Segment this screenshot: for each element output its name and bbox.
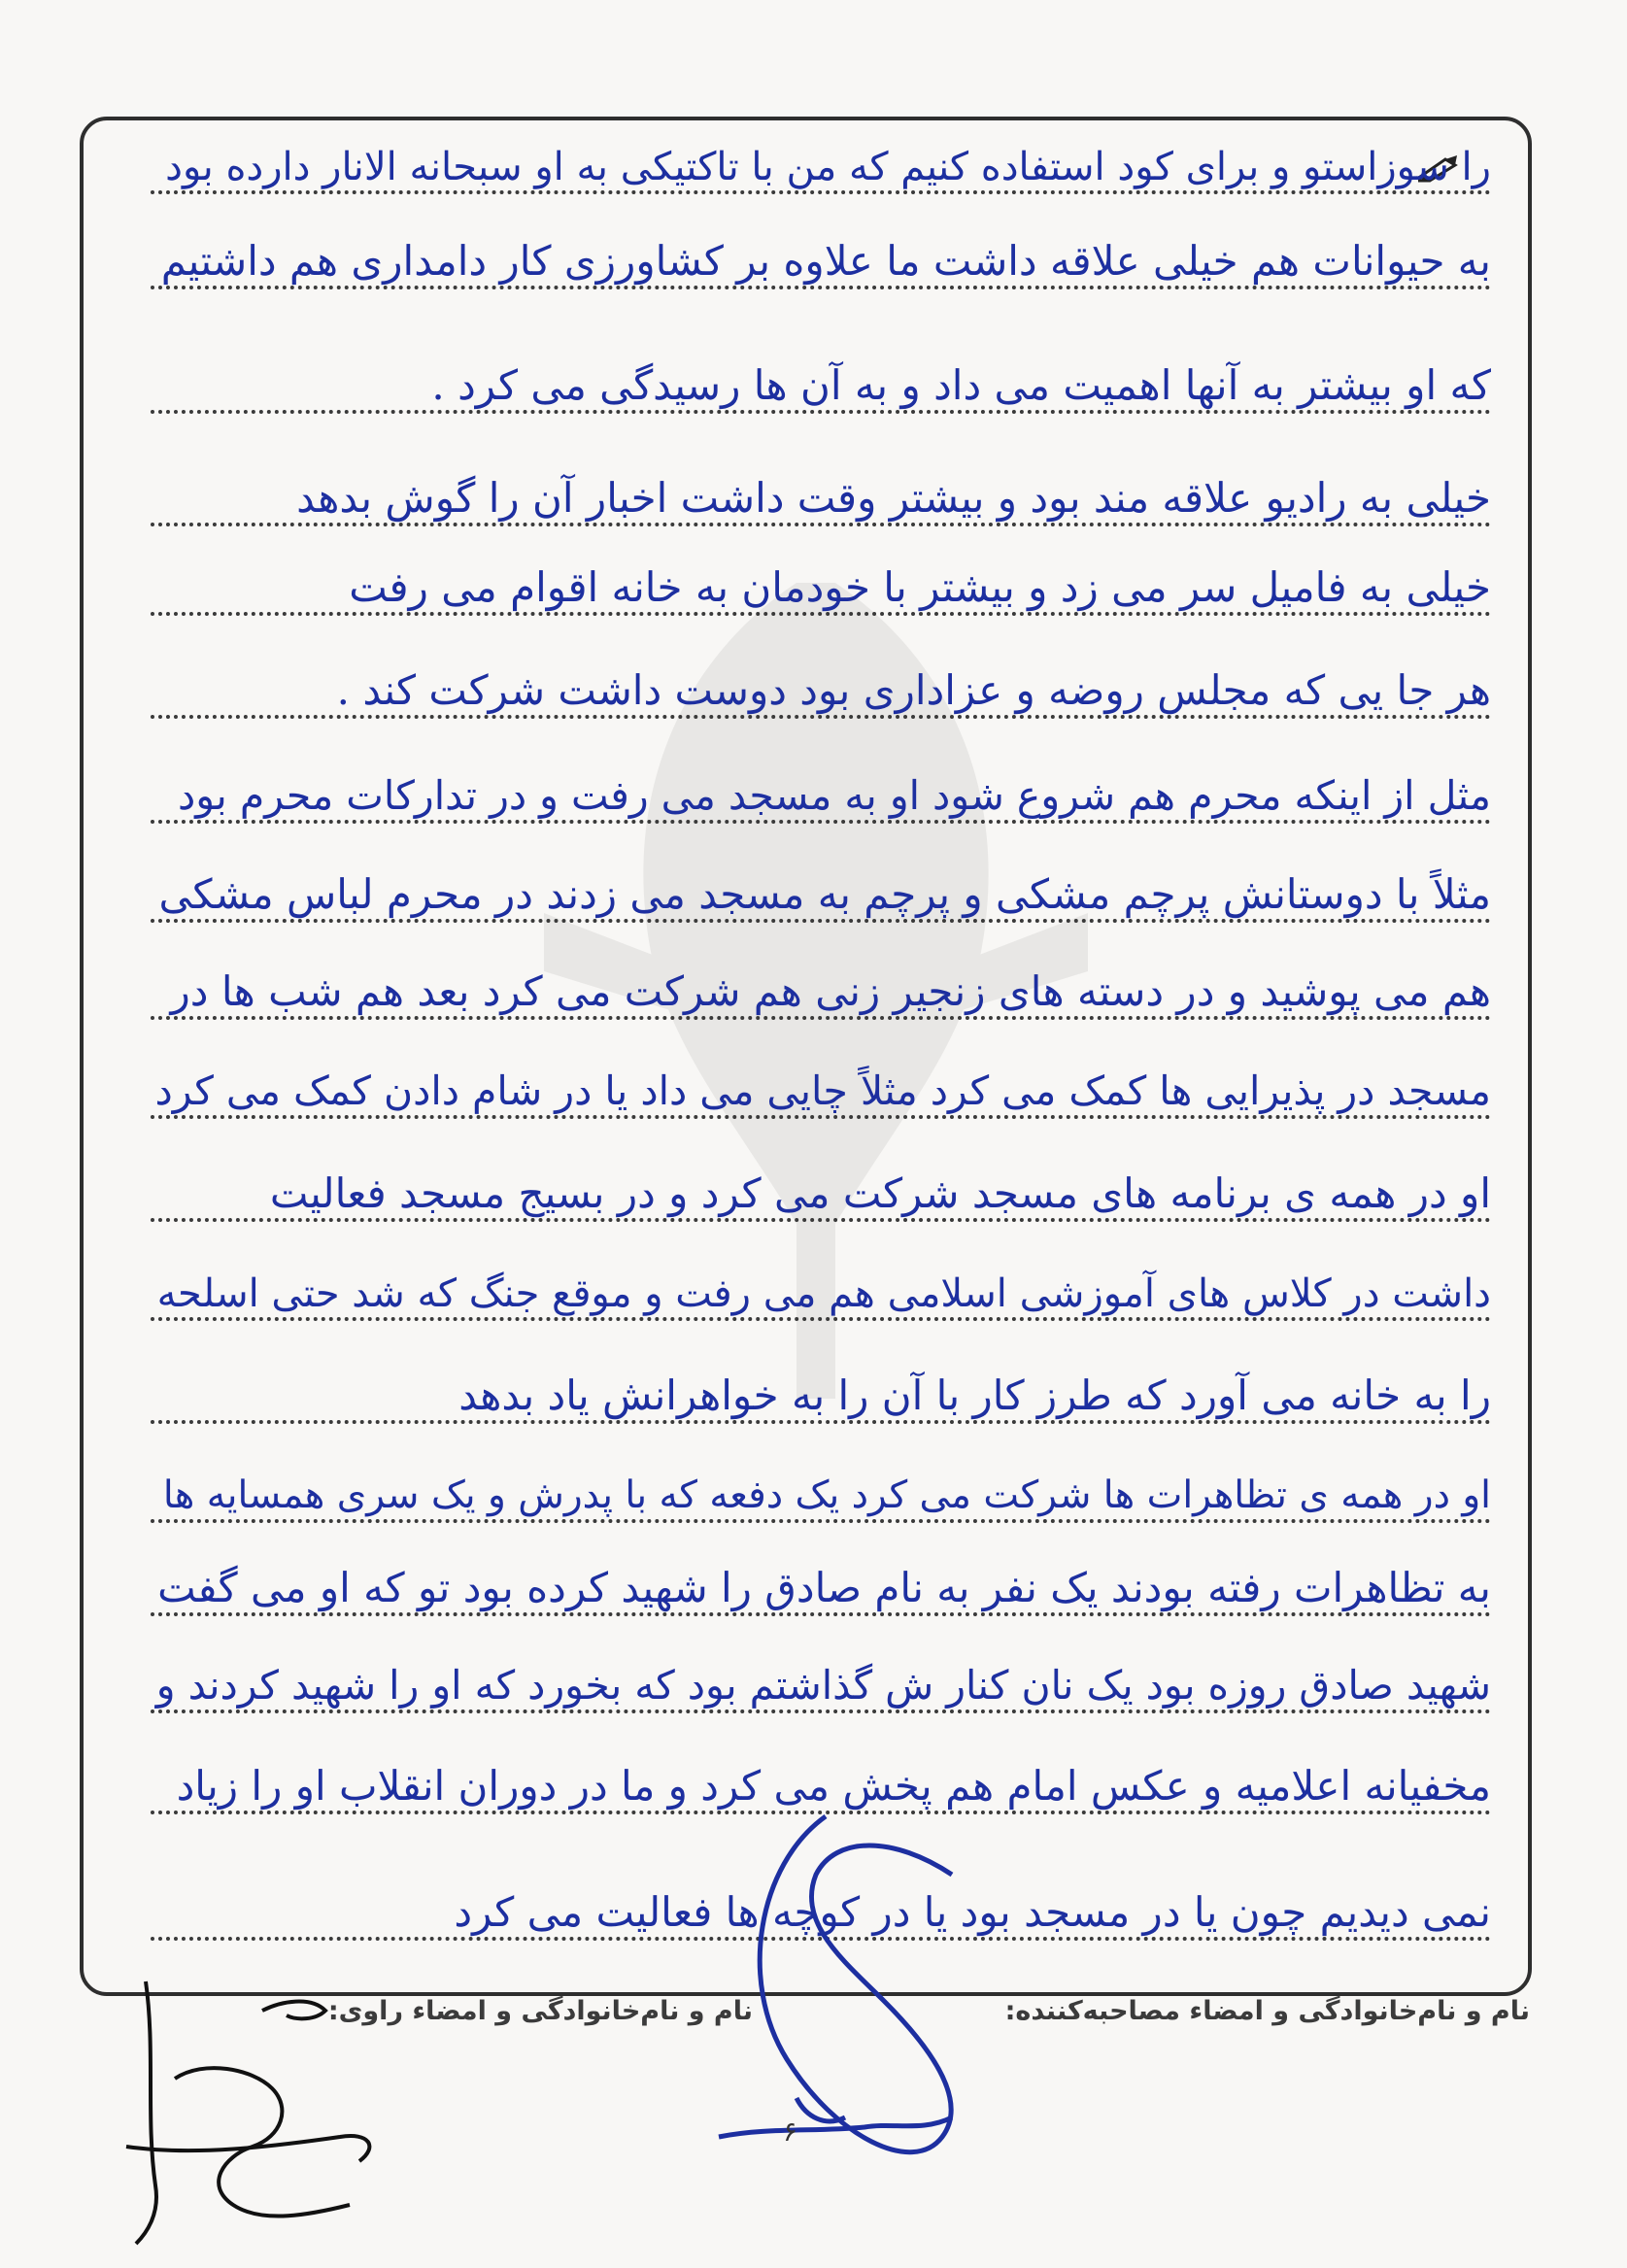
handwritten-line: نمی دیدیم چون یا در مسجد بود یا در کوچه ها فعالیت می کرد (151, 1873, 1491, 1948)
handwritten-line: را به خانه می آورد که طرز کار با آن را به خواهرانش یاد بدهد (151, 1356, 1491, 1432)
handwritten-line: مخفیانه اعلامیه و عکس امام هم پخش می کرد و ما در دوران انقلاب او را زیاد (151, 1746, 1491, 1822)
handwritten-line: به حیوانات هم خیلی علاقه داشت ما علاوه بر کشاورزی کار دامداری هم داشتیم (151, 221, 1491, 297)
handwritten-line: هر جا یی که مجلس روضه و عزاداری بود دوست داشت شرکت کند . (151, 651, 1491, 727)
handwritten-line: را سوزاستو و برای کود استفاده کنیم که من با تاکتیکی به او سبحانه الانار دارده بود (151, 126, 1491, 202)
handwritten-line: مسجد در پذیرایی ها کمک می کرد مثلاً چایی می داد یا در شام دادن کمک می کرد (151, 1051, 1491, 1127)
interviewer-signature-label: نام و نام‌خانوادگی و امضاء مصاحبه‌کننده: (1004, 1996, 1530, 2026)
handwritten-line: هم می پوشید و در دسته های زنجیر زنی هم شرکت می کرد بعد هم شب ها در (151, 952, 1491, 1028)
handwritten-line: به تظاهرات رفته بودند یک نفر به نام صادق را شهید کرده بود تو که او می گفت (151, 1548, 1491, 1624)
narrator-signature-label: نام و نام‌خانوادگی و امضاء راوی: (327, 1996, 753, 2026)
handwritten-line: که او بیشتر به آنها اهمیت می داد و به آن ها رسیدگی می کرد . (151, 346, 1491, 422)
handwritten-line: او در همه ی برنامه های مسجد شرکت می کرد و در بسیج مسجد فعالیت (151, 1154, 1491, 1230)
handwritten-line: او در همه ی تظاهرات ها شرکت می کرد یک دفعه که با پدرش و یک سری همسایه ها (151, 1455, 1491, 1531)
handwritten-line: شهید صادق روزه بود یک نان کنار ش گذاشتم بود که بخورد که او را شهید کردند و (151, 1645, 1491, 1721)
interviewer-signature (699, 1807, 1068, 2185)
handwritten-line: داشت در کلاس های آموزشی اسلامی هم می رفت و موقع جنگ که شد حتی اسلحه (151, 1253, 1491, 1329)
page-number: ۶ (783, 2116, 798, 2148)
narrator-signature (117, 1962, 408, 2253)
handwritten-line: خیلی به رادیو علاقه مند بود و بیشتر وقت داشت اخبار آن را گوش بدهد (151, 458, 1491, 534)
handwritten-line: مثل از اینکه محرم هم شروع شود او به مسجد می رفت و در تدارکات محرم بود (151, 756, 1491, 831)
handwritten-line: خیلی به فامیل سر می زد و بیشتر با خودمان به خانه اقوام می رفت (151, 548, 1491, 624)
handwritten-line: مثلاً با دوستانش پرچم مشکی و پرچم به مسجد می زدند در محرم لباس مشکی (151, 855, 1491, 931)
